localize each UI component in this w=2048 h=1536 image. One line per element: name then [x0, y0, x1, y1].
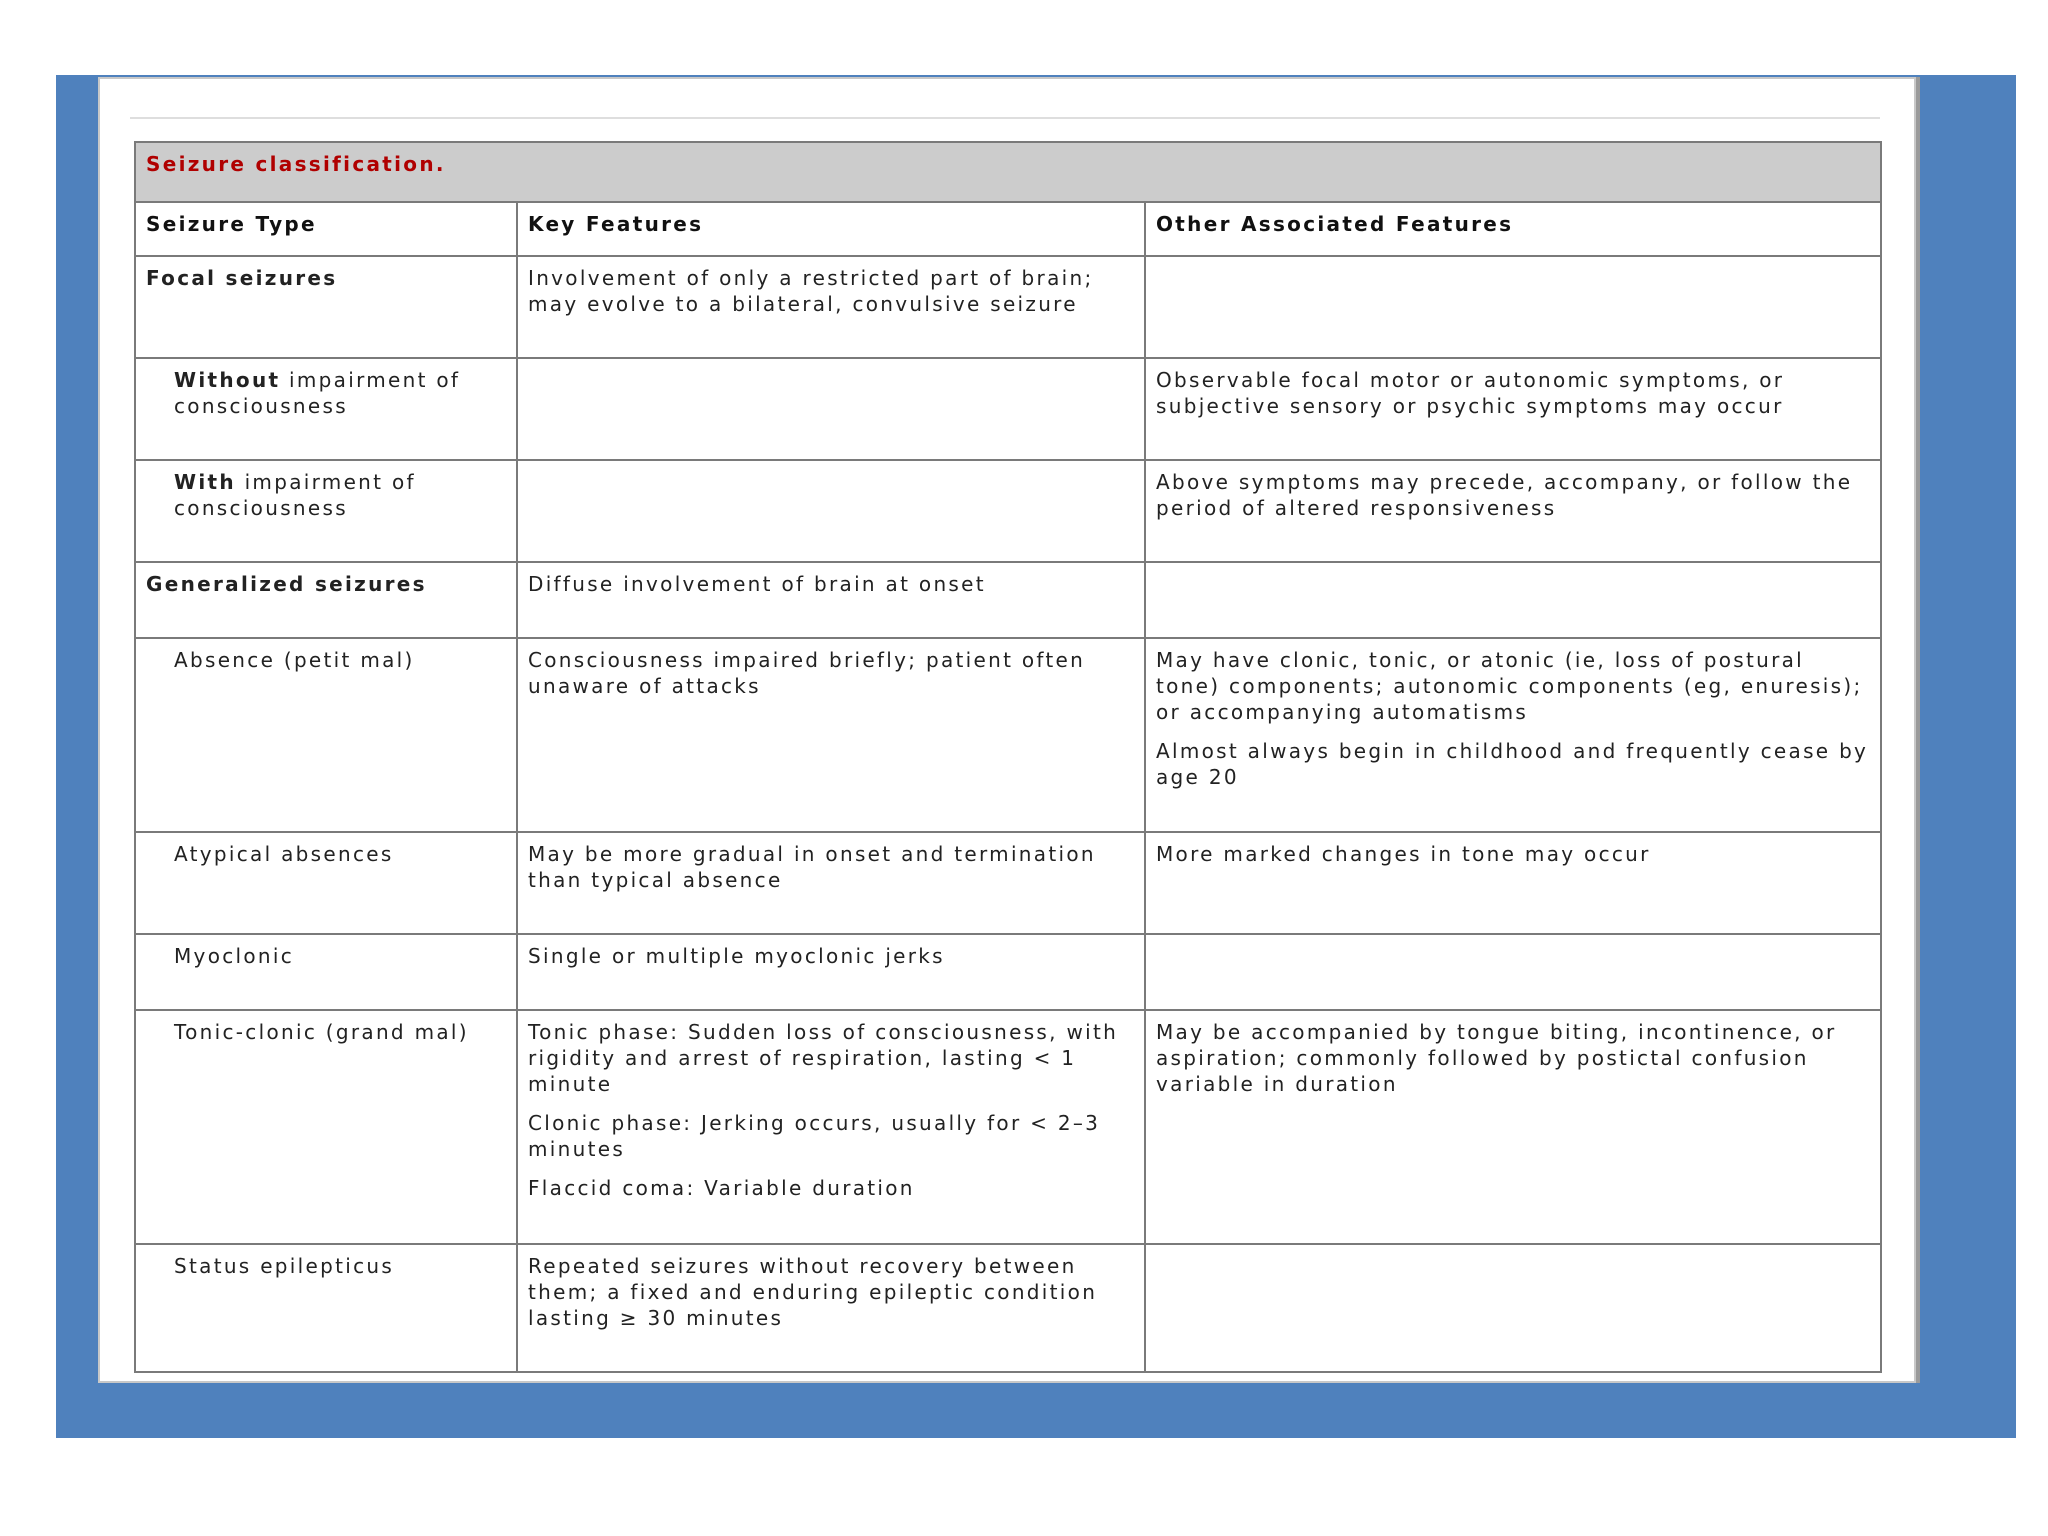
other-feature-text: May be accompanied by tongue biting, incontinence, or aspiration; commonly followed by postictal confusion variable in duration [1156, 1020, 1837, 1096]
other-feature-text: May have clonic, tonic, or atonic (ie, loss of postural tone) components; autonomic components (eg, enuresis); or accompanying automatisms [1156, 648, 1863, 724]
cell-key-features [517, 1010, 1145, 1244]
table-caption-row [135, 142, 1881, 202]
cell-other-features [1145, 1244, 1881, 1372]
table-row [135, 934, 1881, 1010]
cell-key-features [517, 460, 1145, 562]
cell-key-features [517, 832, 1145, 934]
cell-seizure-type [135, 832, 517, 934]
cell-seizure-type [135, 638, 517, 832]
cell-seizure-type [135, 256, 517, 358]
seizure-type-bold-text: Focal seizures [146, 266, 338, 290]
document-sheet [98, 77, 1916, 1383]
cell-other-features [1145, 1010, 1881, 1244]
seizure-type-text: Atypical absences [174, 842, 394, 866]
table-row [135, 638, 1881, 832]
cell-other-features [1145, 358, 1881, 460]
seizure-type-bold-text: Generalized seizures [146, 572, 427, 596]
key-feature-text: Involvement of only a restricted part of brain; may evolve to a bilateral, convulsive seizure [528, 266, 1094, 316]
other-feature-text: More marked changes in tone may occur [1156, 842, 1651, 866]
cell-other-features [1145, 934, 1881, 1010]
cell-key-features [517, 256, 1145, 358]
column-header-key-features: Key Features [517, 202, 1145, 256]
cell-key-features [517, 562, 1145, 638]
seizure-type-text: Absence (petit mal) [174, 648, 415, 672]
table-row [135, 460, 1881, 562]
cell-key-features [517, 638, 1145, 832]
cell-key-features [517, 934, 1145, 1010]
key-feature-text: Repeated seizures without recovery between them; a fixed and enduring epileptic condition lasting ≥ 30 minutes [528, 1254, 1098, 1330]
cell-seizure-type [135, 934, 517, 1010]
cell-other-features [1145, 832, 1881, 934]
key-feature-text: May be more gradual in onset and termination than typical absence [528, 842, 1096, 892]
table-row [135, 358, 1881, 460]
seizure-type-text: impairment of consciousness [174, 368, 461, 418]
table-row [135, 1010, 1881, 1244]
key-feature-text: Single or multiple myoclonic jerks [528, 944, 945, 968]
key-feature-text: Flaccid coma: Variable duration [528, 1176, 915, 1200]
divider-line [130, 117, 1880, 119]
key-feature-text: Diffuse involvement of brain at onset [528, 572, 986, 596]
table-row [135, 1244, 1881, 1372]
table-row [135, 832, 1881, 934]
key-feature-text: Consciousness impaired briefly; patient often unaware of attacks [528, 648, 1086, 698]
key-feature-text: Tonic phase: Sudden loss of consciousness, with rigidity and arrest of respiration, lasting < 1 minute [528, 1020, 1119, 1096]
other-feature-text: Above symptoms may precede, accompany, or follow the period of altered responsiveness [1156, 470, 1853, 520]
cell-seizure-type [135, 460, 517, 562]
seizure-type-text: Status epilepticus [174, 1254, 395, 1278]
table-row [135, 256, 1881, 358]
seizure-type-text: Tonic-clonic (grand mal) [174, 1020, 469, 1044]
key-feature-text: Clonic phase: Jerking occurs, usually for < 2–3 minutes [528, 1111, 1101, 1161]
other-feature-text: Observable focal motor or autonomic symptoms, or subjective sensory or psychic symptoms may occur [1156, 368, 1785, 418]
seizure-type-text: Myoclonic [174, 944, 295, 968]
table-header-row [135, 202, 1881, 256]
cell-other-features [1145, 460, 1881, 562]
cell-seizure-type [135, 358, 517, 460]
cell-other-features [1145, 256, 1881, 358]
cell-other-features [1145, 562, 1881, 638]
cell-key-features [517, 358, 1145, 460]
seizure-type-text: impairment of consciousness [174, 470, 416, 520]
table-caption: Seizure classification. [135, 142, 1881, 202]
seizure-type-bold-text: With [174, 470, 236, 494]
cell-seizure-type [135, 1244, 517, 1372]
cell-other-features [1145, 638, 1881, 832]
cell-seizure-type [135, 562, 517, 638]
seizure-type-bold-text: Without [174, 368, 281, 392]
table-row [135, 562, 1881, 638]
column-header-other-features: Other Associated Features [1145, 202, 1881, 256]
seizure-classification-table [134, 141, 1882, 1373]
column-header-seizure-type: Seizure Type [135, 202, 517, 256]
other-feature-text: Almost always begin in childhood and frequently cease by age 20 [1156, 739, 1869, 789]
cell-key-features [517, 1244, 1145, 1372]
cell-seizure-type [135, 1010, 517, 1244]
